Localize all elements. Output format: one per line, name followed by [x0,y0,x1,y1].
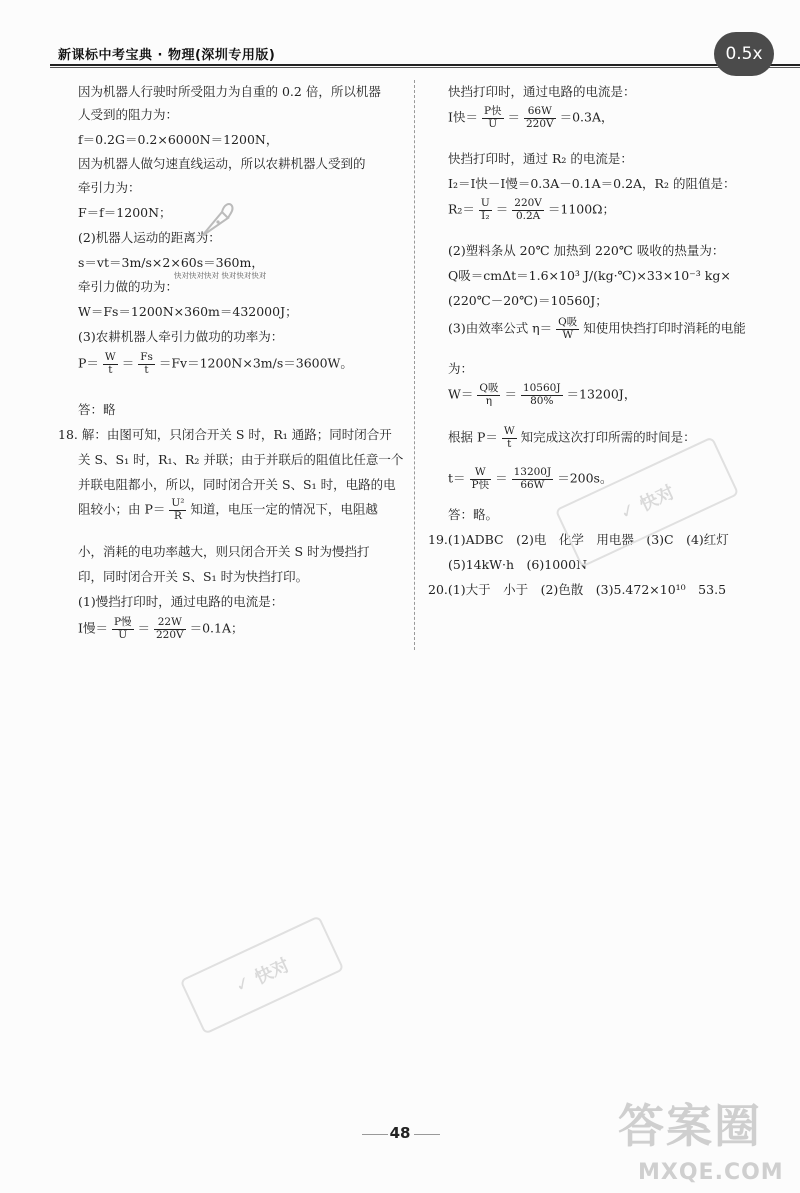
fraction [138,352,155,376]
denominator: η [485,394,493,407]
fraction [154,617,186,641]
equation-line: s＝vt＝3m/s×2×60s＝360m， [78,255,264,270]
eq-text: ＝ [495,201,509,217]
text-line: (2)机器人运动的距离为： [78,230,221,245]
logo-text: 答案圈 [618,1099,762,1153]
numerator: 66W [524,106,556,119]
numerator: Fs [140,351,153,363]
carrot-mascot-icon [196,198,236,242]
denominator: I₂ [481,209,490,222]
page-number: 48 [389,1124,411,1142]
eq-text: ＝ [504,386,517,402]
numerator: P快 [483,105,502,117]
fraction [479,198,492,222]
eq-text: W＝ [448,386,474,402]
denominator: t [144,363,149,376]
text-line: 为： [448,361,474,376]
fraction-equation [448,467,612,491]
fraction-equation [448,106,614,130]
book-title: 新课标中考宝典 · 物理(深圳专用版) [58,48,276,63]
numerator: 10560J [522,382,561,394]
denominator: 220V [156,628,184,641]
zoom-level-button[interactable]: 0.5x [714,32,774,76]
fraction [521,383,563,407]
eq-text: ＝13200J， [566,386,637,402]
fraction-equation [448,426,696,450]
check-icon: ✓ [616,498,640,524]
fraction [512,198,544,222]
equation-line: Q吸＝cmΔt＝1.6×10³ J/(kg·℃)×33×10⁻³ kg× [448,268,731,283]
eq-text: ＝ [137,620,151,636]
fraction-equation [78,352,353,376]
denominator: 66W [520,478,545,491]
eq-text: I快＝ [448,109,478,125]
text-line: 牵引力为： [78,180,141,195]
numerator: U² [171,497,185,509]
watermark-stamp [555,436,740,568]
equation-line: (220℃－20℃)＝10560J； [448,293,608,308]
numerator: 22W [154,617,186,630]
eq-text: 知完成这次打印所需的时间是： [520,429,696,445]
fraction-equation [448,383,636,407]
text-line: 印，同时闭合开关 S、S₁ 时为快挡打印。 [78,569,309,584]
fraction [502,426,517,450]
eq-text: ＝ [507,109,521,125]
fraction-equation [448,198,615,222]
fraction [112,617,134,641]
text-line: 人受到的阻力为： [78,107,179,122]
eq-text: 知道，电压一定的情况下，电阻越 [190,501,378,517]
equation-line: f＝0.2G＝0.2×6000N＝1200N， [78,132,279,147]
fraction-equation [448,317,746,341]
denominator: 0.2A [515,209,541,222]
footer-dash [414,1134,440,1135]
denominator: U [118,628,128,641]
text-line: 快挡打印时，通过 R₂ 的电流是： [448,151,633,166]
text-line: 快挡打印时，通过电路的电流是： [448,84,636,99]
equation-line: I₂＝I快－I慢＝0.3A－0.1A＝0.2A，R₂ 的阻值是： [448,176,736,191]
denominator: W [562,328,574,341]
fraction [169,498,186,522]
numerator: P慢 [113,616,132,628]
eq-text: 知使用快挡打印时消耗的电能 [583,320,746,336]
eq-text: ＝ [121,355,135,371]
eq-text: ＝ [495,470,508,486]
text-line: 答：略 [78,402,116,417]
site-logo-watermark [618,1090,784,1185]
numerator: 13200J [513,466,552,478]
text-line: (5)14kW·h (6)1000N [448,557,588,572]
column-divider [414,80,415,650]
denominator: t [507,437,512,450]
eq-text: 根据 P＝ [448,429,498,445]
denominator: R [173,509,182,522]
eq-text: ＝200s。 [557,470,613,486]
equation-line: W＝Fs＝1200N×360m＝432000J； [78,304,298,319]
eq-text: ＝Fv＝1200N×3m/s＝3600W。 [158,355,353,371]
eq-text: 阻较小；由 P＝ [78,501,166,517]
question-19-line: 19.(1)ADBC (2)电 化学 用电器 (3)C (4)红灯 [428,532,729,547]
fraction [103,352,118,376]
denominator: t [108,363,113,376]
eq-text: (3)由效率公式 η＝ [448,320,553,336]
logo-url: MXQE.COM [638,1160,784,1185]
text-line: 因为机器人行驶时所受阻力为自重的 0.2 倍，所以机器 [78,84,381,99]
check-icon: ✓ [231,971,255,997]
denominator: 80% [530,394,554,407]
numerator: W [104,351,116,363]
text-line: (3)农耕机器人牵引力做功的功率为： [78,329,284,344]
text-line: 因为机器人做匀速直线运动，所以农耕机器人受到的 [78,156,366,171]
text-line: 关 S、S₁ 时，R₁、R₂ 并联；由于并联后的阻值比任意一个 [78,452,404,467]
eq-text: ＝1100Ω； [547,201,616,217]
equation-line: F＝f＝1200N； [78,205,172,220]
watermark-stamp [180,915,345,1034]
eq-text: ＝0.3A， [559,109,614,125]
text-line: 牵引力做的功为： [78,279,179,294]
eq-text: R₂＝ [448,201,475,217]
eq-text: I慢＝ [78,620,108,636]
fraction [556,317,579,341]
fraction-equation [78,617,244,641]
denominator: 220V [526,117,554,130]
fraction [512,467,554,491]
header-rule-thin [50,67,800,68]
numerator: 220V [514,197,542,209]
fraction [470,467,492,491]
header-rule [50,64,800,66]
fraction [482,106,504,130]
numerator: W [503,425,515,437]
numerator: Q吸 [558,316,578,328]
denominator: P快 [471,478,490,491]
question-18-line: 18. 解：由图可知，只闭合开关 S 时，R₁ 通路；同时闭合开 [58,427,392,442]
eq-text: P＝ [78,355,99,371]
text-line: 小，消耗的电功率越大，则只闭合开关 S 时为慢挡打 [78,544,370,559]
fraction [477,383,500,407]
watermark-text: 快对 [636,481,679,516]
text-line: 并联电阻都小，所以，同时闭合开关 S、S₁ 时，电路的电 [78,477,396,492]
mascot-caption: 快对快对快对 快对快对快对 [174,271,267,280]
question-20-line: 20.(1)大于 小于 (2)色散 (3)5.472×10¹⁰ 53.5 [428,582,727,597]
numerator: U [480,197,490,209]
text-line: (1)慢挡打印时，通过电路的电流是： [78,594,284,609]
text-line: 答：略。 [448,507,499,522]
numerator: W [470,467,492,480]
fraction-equation [78,498,378,522]
numerator: Q吸 [479,382,499,394]
watermark-text: 快对 [251,954,294,989]
eq-text: t＝ [448,470,466,486]
denominator: U [488,117,498,130]
eq-text: ＝0.1A； [189,620,244,636]
fraction [524,106,556,130]
text-line: (2)塑料条从 20℃ 加热到 220℃ 吸收的热量为： [448,243,725,258]
